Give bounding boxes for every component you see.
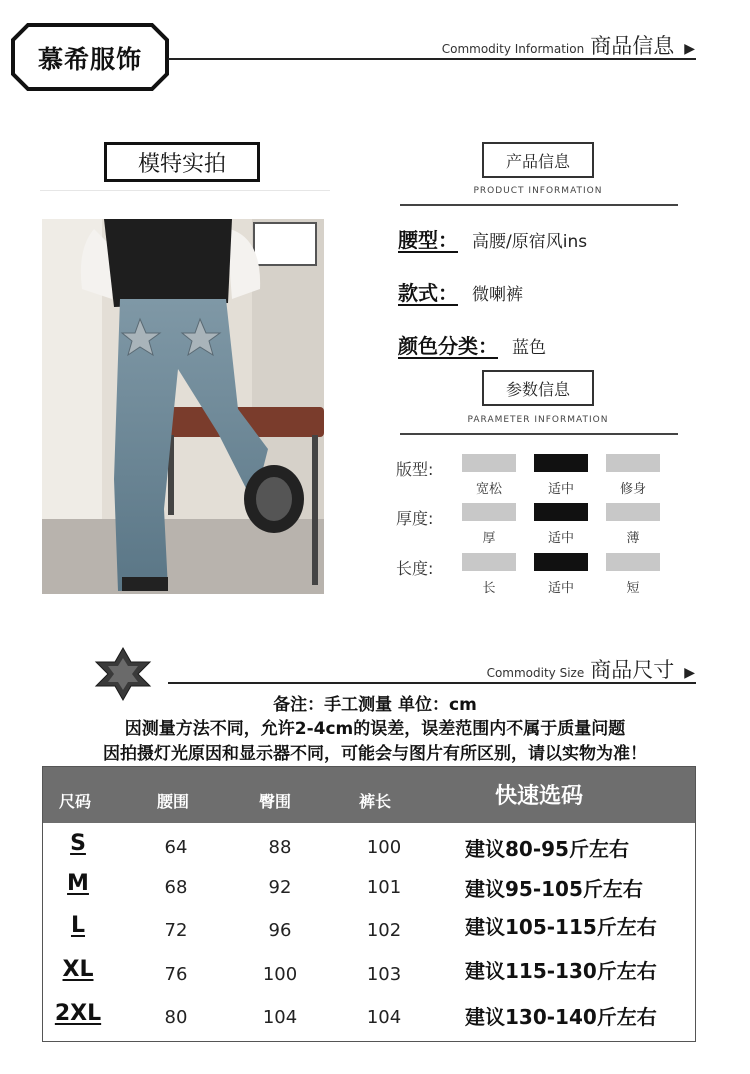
parameter-option-box-selected (534, 503, 588, 521)
parameter-row (396, 503, 676, 548)
parameter-label: 长度: (396, 559, 434, 578)
attribute-key: 款式： (398, 281, 458, 305)
recommendation-cell: 建议130-140斤左右 (465, 1005, 657, 1029)
size-cell: S (70, 831, 86, 856)
attribute-row (398, 277, 523, 306)
color-disclaimer-note: 因拍摄灯光原因和显示器不同，可能会与图片有所区别，请以实物为准！ (103, 744, 647, 764)
commodity-info-zh: 商品信息 (590, 34, 675, 58)
length-cell: 101 (366, 877, 402, 898)
product-info-subtitle: PRODUCT INFORMATION (473, 186, 603, 196)
commodity-size-zh: 商品尺寸 (590, 658, 675, 682)
parameter-option-label: 修身 (619, 482, 646, 497)
size-table-header (43, 767, 695, 823)
parameter-option-box-selected (534, 454, 588, 472)
attribute-key: 颜色分类： (398, 334, 498, 358)
recommendation-cell: 建议95-105斤左右 (465, 877, 643, 901)
commodity-info-heading (442, 30, 695, 60)
hip-cell: 88 (268, 837, 292, 858)
waist-cell: 72 (164, 920, 188, 941)
parameter-info-title: 参数信息 (482, 370, 594, 406)
product-info-divider (400, 204, 678, 206)
waist-cell: 80 (164, 1007, 188, 1028)
header-quick-select: 快速选码 (495, 784, 584, 809)
attribute-row (398, 224, 587, 253)
model-photo-label: 模特实拍 (104, 142, 260, 182)
size-cell: M (67, 871, 89, 896)
header-hip: 臀围 (259, 792, 292, 811)
size-table (42, 766, 696, 1042)
tolerance-note: 因测量方法不同，允许2-4cm的误差，误差范围内不属于质量问题 (124, 719, 626, 739)
arrow-right-icon: ▶ (684, 41, 695, 57)
parameter-label: 版型: (396, 460, 434, 479)
hip-cell: 96 (268, 920, 292, 941)
header-size: 尺码 (59, 792, 92, 811)
header-length: 裤长 (359, 792, 392, 811)
parameter-option-box (462, 553, 516, 571)
parameter-info-divider (400, 433, 678, 435)
model-divider (40, 190, 330, 191)
hip-cell: 92 (268, 877, 292, 898)
hip-cell: 104 (262, 1007, 298, 1028)
recommendation-cell: 建议80-95斤左右 (465, 837, 629, 861)
waist-cell: 64 (164, 837, 188, 858)
parameter-row (396, 553, 676, 598)
parameter-row (396, 454, 676, 499)
parameter-info-subtitle: PARAMETER INFORMATION (467, 415, 609, 425)
size-cell: L (70, 913, 86, 938)
attribute-key: 腰型： (398, 228, 458, 252)
model-photo (42, 219, 324, 594)
parameter-option-box (462, 454, 516, 472)
commodity-size-heading (487, 654, 695, 684)
measurement-note: 备注：手工测量 单位：cm (273, 695, 477, 715)
parameter-option-box (606, 553, 660, 571)
recommendation-cell: 建议105-115斤左右 (465, 915, 657, 939)
parameter-option-label: 长 (482, 581, 496, 596)
parameter-option-label: 薄 (626, 531, 640, 546)
parameter-option-box-selected (534, 553, 588, 571)
attribute-value: 高腰/原宿风ins (472, 232, 588, 252)
product-info-title: 产品信息 (482, 142, 594, 178)
size-cell: 2XL (54, 1001, 102, 1026)
brand-logo (10, 22, 170, 92)
brand-name: 慕希服饰 (37, 45, 142, 74)
parameter-option-box (606, 454, 660, 472)
length-cell: 102 (366, 920, 402, 941)
commodity-size-en: Commodity Size (486, 666, 585, 680)
header-divider (168, 58, 696, 60)
parameter-option-box (462, 503, 516, 521)
waist-cell: 76 (164, 964, 188, 985)
attribute-row (398, 330, 546, 359)
recommendation-cell: 建议115-130斤左右 (465, 959, 657, 983)
hip-cell: 100 (262, 964, 298, 985)
attribute-value: 蓝色 (512, 338, 546, 358)
parameter-option-label: 适中 (547, 482, 574, 497)
commodity-info-en: Commodity Information (441, 42, 585, 56)
attribute-value: 微喇裤 (472, 285, 523, 305)
size-divider (168, 682, 696, 684)
header-waist: 腰围 (157, 792, 190, 811)
length-cell: 100 (366, 837, 402, 858)
model-photo-illustration (42, 219, 324, 594)
parameter-option-label: 厚 (482, 531, 496, 546)
arrow-right-icon: ▶ (684, 665, 695, 681)
length-cell: 103 (366, 964, 402, 985)
parameter-option-label: 短 (626, 581, 640, 596)
parameter-option-label: 适中 (547, 531, 574, 546)
parameter-option-label: 适中 (547, 581, 574, 596)
parameter-option-label: 宽松 (475, 482, 502, 497)
size-cell: XL (62, 957, 94, 982)
parameter-option-box (606, 503, 660, 521)
length-cell: 104 (366, 1007, 402, 1028)
waist-cell: 68 (164, 877, 188, 898)
parameter-label: 厚度: (396, 509, 434, 528)
